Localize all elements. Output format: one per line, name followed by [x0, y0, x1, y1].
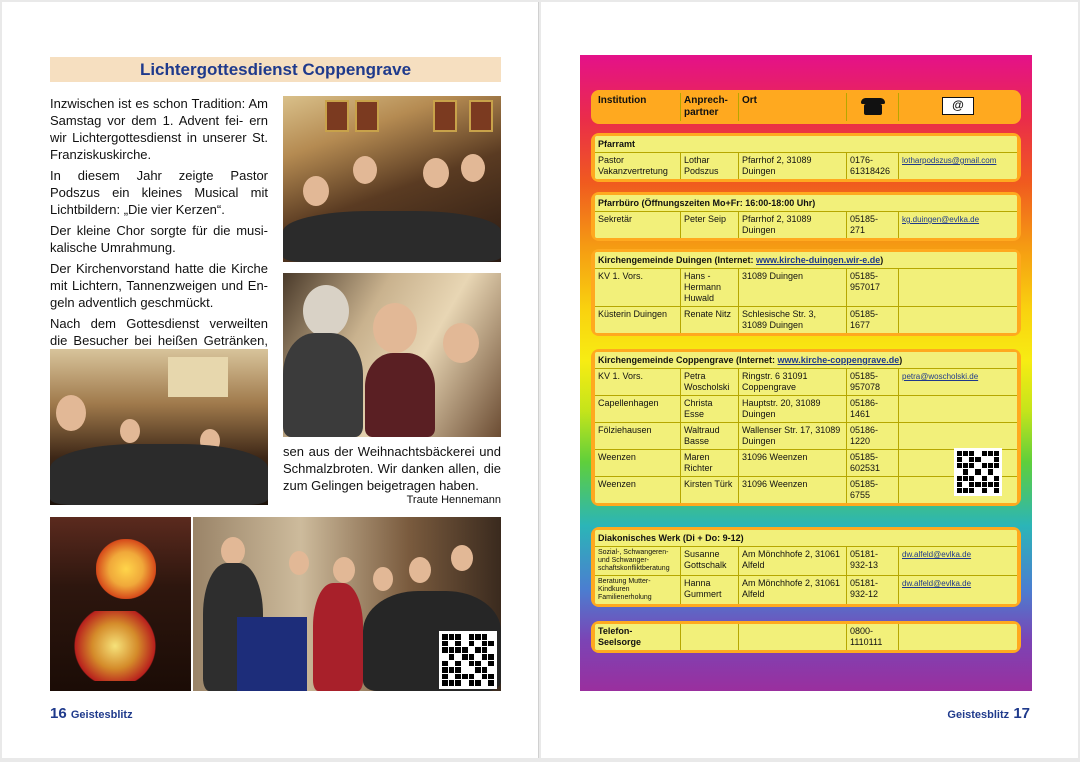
contact-cell: Hans - Hermann Huwald [681, 269, 739, 306]
phone-cell: 05181- 932-12 [847, 576, 899, 604]
contact-cell: Susanne Gottschalk [681, 547, 739, 575]
photo-church-interior [50, 349, 268, 505]
contact-cell: Hanna Gummert [681, 576, 739, 604]
right-page [541, 2, 1078, 758]
phone-cell: 05186- 1461 [847, 396, 899, 422]
place-cell: Schlesische Str. 3, 31089 Duingen [739, 307, 847, 333]
phone-cell: 05185- 602531 [847, 450, 899, 476]
contact-cell: Renate Nitz [681, 307, 739, 333]
paragraph: sen aus der Weihnachtsbäckerei und Schmalzbroten. Wir danken allen, die zum Gelingen beigetragen haben. [283, 444, 501, 493]
institution-cell: Beratung Mutter- Kindkuren Familienerholung [595, 576, 681, 604]
left-page [2, 2, 539, 758]
place-cell: Hauptstr. 20, 31089 Duingen [739, 396, 847, 422]
contact-block [591, 192, 1021, 241]
email-link[interactable]: kg.duingen@evlka.de [902, 215, 980, 224]
phone-cell: 0176- 61318426 [847, 153, 899, 179]
contacts-header [591, 90, 1021, 124]
phone-cell: 05186- 1220 [847, 423, 899, 449]
place-cell: Wallenser Str. 17, 31089 Duingen [739, 423, 847, 449]
contact-cell [681, 624, 739, 650]
block-title: Pfarrbüro (Öffnungszeiten Mo+Fr: 16:00-18:00 Uhr) [598, 198, 816, 208]
phone-cell: 05185- 1677 [847, 307, 899, 333]
block-title: Kirchengemeinde Coppengrave (Internet: www.kirche-coppengrave.de) [598, 355, 903, 365]
paragraph: Inzwischen ist es schon Tradition: Am Samstag vor dem 1. Advent fei- ern wir Lichtergottesdienst in unserer St. Franziskuskirche. [50, 96, 268, 162]
place-cell: Am Mönchhofe 2, 31061 Alfeld [739, 547, 847, 575]
email-cell [899, 269, 1017, 306]
email-cell [899, 624, 1017, 650]
paragraph: Der kleine Chor sorgte für die musi- kalische Umrahmung. [50, 223, 268, 255]
qr-code [439, 631, 497, 689]
table-row [595, 422, 1017, 449]
institution-cell: Telefon- Seelsorge [595, 624, 681, 650]
magazine-name: Geistesblitz [947, 709, 1010, 721]
contact-block [591, 621, 1021, 653]
institution-cell: Sekretär [595, 212, 681, 238]
place-cell: Am Mönchhofe 2, 31061 Alfeld [739, 576, 847, 604]
contact-block [591, 133, 1021, 182]
author-signature: Traute Hennemann [406, 494, 501, 506]
place-cell: Pfarrhof 2, 31089 Duingen [739, 153, 847, 179]
contact-block [591, 249, 1021, 336]
header-institution: Institution [595, 93, 681, 121]
place-cell [739, 624, 847, 650]
table-row [595, 624, 1017, 650]
block-title: Diakonisches Werk (Di + Do: 9-12) [598, 533, 744, 543]
contact-cell: Kirsten Türk [681, 477, 739, 503]
institution-cell: Küsterin Duingen [595, 307, 681, 333]
institution-cell: Sozial-, Schwangeren- und Schwanger- schaftskonfliktberatung [595, 547, 681, 575]
contact-cell: Petra Woscholski [681, 369, 739, 395]
paragraph: Der Kirchenvorstand hatte die Kirche mit Lichtern, Tannenzweigen und En- geln adventlich geschmückt. [50, 261, 268, 310]
phone-cell: 05185- 6755 [847, 477, 899, 503]
email-cell [899, 212, 1017, 238]
contact-cell: Waltraud Basse [681, 423, 739, 449]
institution-cell: Weenzen [595, 477, 681, 503]
table-row [595, 306, 1017, 333]
table-row [595, 368, 1017, 395]
place-cell: 31096 Weenzen [739, 477, 847, 503]
email-link[interactable]: petra@woscholski.de [902, 372, 979, 381]
place-cell: 31089 Duingen [739, 269, 847, 306]
paragraph: In diesem Jahr zeigte Pastor Podszus ein kleines Musical mit Lichtbildern: „Die vier Kerzen“. [50, 168, 268, 217]
table-row [595, 268, 1017, 306]
email-icon: @ [942, 97, 974, 115]
page-footer-right [947, 705, 1030, 722]
header-place: Ort [739, 93, 847, 121]
block-title: Kirchengemeinde Duingen (Internet: www.kirche-duingen.wir-e.de) [598, 255, 884, 265]
phone-cell: 05181- 932-13 [847, 547, 899, 575]
email-link[interactable]: dw.alfeld@evlka.de [902, 579, 972, 588]
article-text-column-2 [283, 443, 501, 498]
page-number: 17 [1013, 705, 1030, 722]
telephone-icon [861, 96, 885, 116]
header-contact: Anprech- partner [681, 93, 739, 121]
email-link[interactable]: lotharpodszus@gmail.com [902, 156, 997, 165]
place-cell: 31096 Weenzen [739, 450, 847, 476]
article-text-column-1 [50, 95, 268, 370]
table-row [595, 546, 1017, 575]
email-cell [899, 576, 1017, 604]
table-row [595, 395, 1017, 422]
institution-cell: Pastor Vakanzvertretung [595, 153, 681, 179]
institution-cell: Fölziehausen [595, 423, 681, 449]
institution-cell: KV 1. Vors. [595, 269, 681, 306]
magazine-name: Geistesblitz [70, 709, 133, 721]
contact-cell: Lothar Podszus [681, 153, 739, 179]
email-cell [899, 307, 1017, 333]
phone-cell: 05185- 957017 [847, 269, 899, 306]
contact-block [591, 527, 1021, 607]
table-row [595, 211, 1017, 238]
photo-conversation [283, 273, 501, 437]
website-link[interactable]: www.kirche-coppengrave.de [777, 355, 900, 365]
table-row [595, 152, 1017, 179]
contact-cell: Maren Richter [681, 450, 739, 476]
phone-cell: 0800- 1110111 [847, 624, 899, 650]
email-cell [899, 423, 1017, 449]
photo-congregation [283, 96, 501, 262]
page-footer-left [50, 705, 133, 722]
phone-cell: 05185- 271 [847, 212, 899, 238]
photo-lanterns [50, 517, 191, 691]
email-link[interactable]: dw.alfeld@evlka.de [902, 550, 972, 559]
place-cell: Pfarrhof 2, 31089 Duingen [739, 212, 847, 238]
institution-cell: KV 1. Vors. [595, 369, 681, 395]
qr-code [954, 448, 1002, 496]
phone-cell: 05185- 957078 [847, 369, 899, 395]
page-number: 16 [50, 705, 67, 722]
email-cell [899, 396, 1017, 422]
article-title: Lichtergottesdienst Coppengrave [50, 57, 501, 82]
email-cell [899, 547, 1017, 575]
email-cell [899, 369, 1017, 395]
table-row [595, 575, 1017, 604]
place-cell: Ringstr. 6 31091 Coppengrave [739, 369, 847, 395]
website-link[interactable]: www.kirche-duingen.wir-e.de [756, 255, 881, 265]
contact-cell: Peter Seip [681, 212, 739, 238]
paragraph: Nach dem Gottesdienst verweilten die Besucher bei heißen Getränken, [50, 316, 268, 348]
contact-cell: Christa Esse [681, 396, 739, 422]
email-cell [899, 153, 1017, 179]
institution-cell: Weenzen [595, 450, 681, 476]
institution-cell: Capellenhagen [595, 396, 681, 422]
block-title: Pfarramt [598, 139, 636, 149]
